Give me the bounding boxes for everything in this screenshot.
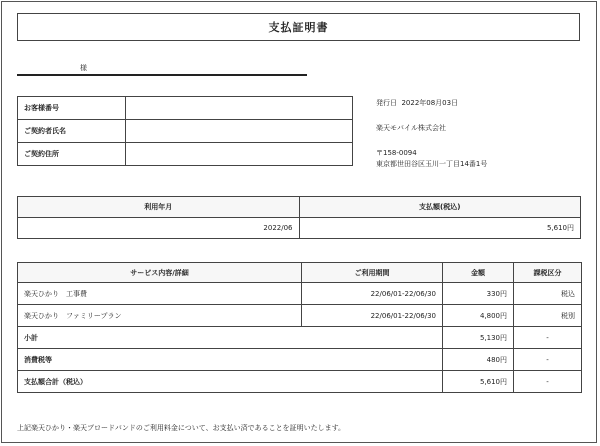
issuer-address: 東京都世田谷区玉川一丁目14番1号 [376, 160, 488, 168]
payment-amount-value: 5,610円 [299, 218, 581, 239]
payment-amount-header: 支払額(税込) [299, 197, 581, 218]
customer-row [18, 120, 353, 143]
subtotal-amount: 5,130円 [443, 327, 514, 349]
service-amount-header: 金額 [443, 263, 514, 283]
issuer-postal-code: 〒158-0094 [376, 149, 417, 157]
service-tax-type: 税別 [514, 305, 582, 327]
customer-number-value [126, 97, 353, 120]
total-label: 支払額合計（税込） [18, 371, 443, 393]
consumption-tax-label: 消費税等 [18, 349, 443, 371]
summary-row [18, 349, 582, 371]
issue-date-label: 発行日 [376, 99, 397, 107]
service-content: 楽天ひかり ファミリープラン [18, 305, 302, 327]
issue-date-value: 2022年08月03日 [401, 99, 459, 107]
customer-row [18, 97, 353, 120]
period-header-row [18, 197, 581, 218]
payment-period-table [17, 196, 581, 239]
subtotal-tax: - [514, 327, 582, 349]
table-row [18, 283, 582, 305]
customer-row [18, 143, 353, 166]
usage-month-header: 利用年月 [18, 197, 300, 218]
service-tax-type: 税込 [514, 283, 582, 305]
service-content: 楽天ひかり 工事費 [18, 283, 302, 305]
summary-row [18, 371, 582, 393]
customer-number-label: お客様番号 [18, 97, 126, 120]
issuer-block [376, 98, 487, 170]
service-tax-header: 課税区分 [514, 263, 582, 283]
customer-info-table [17, 96, 353, 166]
contract-address-label: ご契約住所 [18, 143, 126, 166]
document-title: 支払証明書 [17, 13, 580, 41]
service-period: 22/06/01-22/06/30 [302, 283, 443, 305]
table-row [18, 305, 582, 327]
total-tax: - [514, 371, 582, 393]
period-value-row [18, 218, 581, 239]
contract-address-value [126, 143, 353, 166]
contract-name-label: ご契約者氏名 [18, 120, 126, 143]
summary-row [18, 327, 582, 349]
consumption-tax-amount: 480円 [443, 349, 514, 371]
service-header-row [18, 263, 582, 283]
service-detail-table [17, 262, 582, 393]
service-content-header: サービス内容/詳細 [18, 263, 302, 283]
issue-date-line [376, 98, 487, 109]
recipient-honorific: 様 [80, 64, 87, 72]
issuer-company: 楽天モバイル株式会社 [376, 124, 446, 132]
subtotal-label: 小計 [18, 327, 443, 349]
certification-note: 上記楽天ひかり・楽天ブロードバンドのご利用料金について、お支払い済であることを証明いたします。 [17, 424, 346, 432]
contract-name-value [126, 120, 353, 143]
service-period: 22/06/01-22/06/30 [302, 305, 443, 327]
service-amount: 330円 [443, 283, 514, 305]
consumption-tax-tax: - [514, 349, 582, 371]
usage-month-value: 2022/06 [18, 218, 300, 239]
recipient-line [17, 62, 307, 76]
service-period-header: ご利用期間 [302, 263, 443, 283]
service-amount: 4,800円 [443, 305, 514, 327]
total-amount: 5,610円 [443, 371, 514, 393]
